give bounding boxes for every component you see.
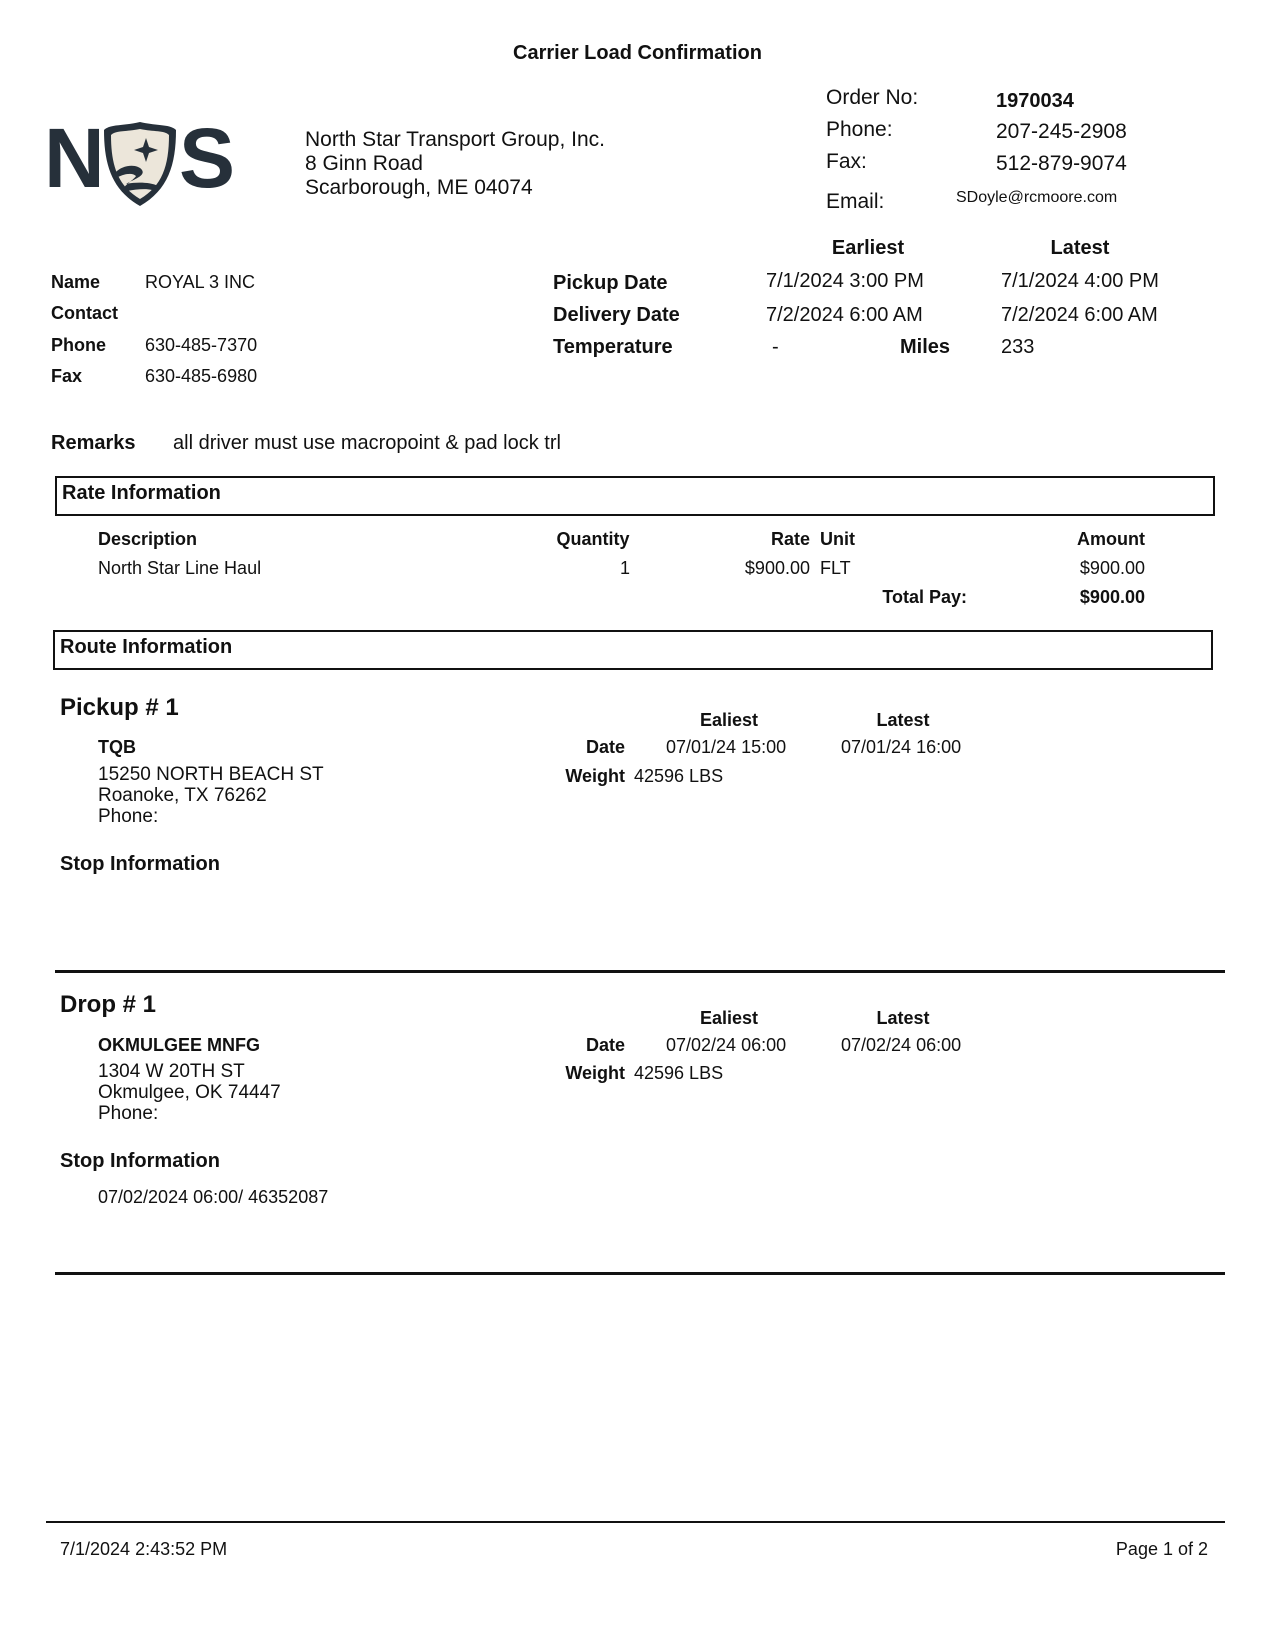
company-name: North Star Transport Group, Inc. (305, 128, 605, 151)
footer-page-number: Page 1 of 2 (1115, 1539, 1208, 1559)
rate-col-rate: Rate (770, 529, 810, 549)
carrier-name-label: Name (51, 272, 101, 292)
delivery-earliest: 7/2/2024 6:00 AM (766, 304, 923, 326)
company-address (305, 128, 605, 200)
order-no-value: 1970034 (996, 90, 1074, 112)
route-information-title: Route Information (60, 636, 233, 658)
rate-information-header (55, 476, 1215, 516)
stop-earliest-header: Ealiest (699, 1008, 759, 1028)
stop-address-line1: 1304 W 20TH ST (98, 1061, 245, 1082)
latest-header: Latest (1050, 237, 1110, 259)
order-fax-value: 512-879-9074 (996, 152, 1127, 175)
stop-address (98, 1061, 281, 1124)
stop-divider (55, 970, 1225, 973)
rate-row-quantity: 1 (619, 558, 630, 578)
stop-location-name: OKMULGEE MNFG (98, 1035, 260, 1055)
stop-weight-value: 42596 LBS (634, 766, 724, 786)
order-phone-value: 207-245-2908 (996, 120, 1127, 143)
rate-information-title: Rate Information (62, 482, 221, 504)
rate-col-unit: Unit (820, 529, 855, 549)
miles-value: 233 (1001, 336, 1035, 358)
stop-address-line2: Okmulgee, OK 74447 (98, 1082, 281, 1103)
stop-divider (55, 1272, 1225, 1275)
stop-phone: Phone: (98, 806, 159, 827)
stop-title: Pickup # 1 (60, 694, 179, 721)
stop-weight-label: Weight (565, 1063, 625, 1083)
company-city: Scarborough, ME 04074 (305, 176, 533, 199)
carrier-name-value: ROYAL 3 INC (145, 272, 256, 292)
remarks-text: all driver must use macropoint & pad lock trl (173, 432, 561, 454)
order-fax-label: Fax: (826, 150, 867, 173)
pickup-date-label: Pickup Date (553, 272, 668, 294)
logo-letter-s: S (179, 111, 236, 205)
stop-information-text: 07/02/2024 06:00/ 46352087 (98, 1187, 329, 1207)
carrier-phone-label: Phone (51, 335, 107, 355)
rate-col-description: Description (98, 529, 198, 549)
rate-col-quantity: Quantity (556, 529, 630, 549)
stop-weight-value: 42596 LBS (634, 1063, 724, 1083)
stop-date-label: Date (585, 737, 625, 757)
order-phone-label: Phone: (826, 118, 893, 141)
pickup-latest: 7/1/2024 4:00 PM (1001, 270, 1159, 292)
stop-date-earliest: 07/02/24 06:00 (666, 1035, 787, 1055)
stop-weight-label: Weight (565, 766, 625, 786)
shield-star-road-icon (102, 120, 178, 208)
stop-latest-header: Latest (876, 1008, 930, 1028)
carrier-phone-value: 630-485-7370 (145, 335, 258, 355)
stop-date-latest: 07/02/24 06:00 (841, 1035, 962, 1055)
order-email-label: Email: (826, 190, 885, 213)
company-logo (44, 111, 236, 208)
stop-address (98, 764, 324, 827)
logo-letter-n: N (44, 111, 103, 205)
rate-row-rate: $900.00 (744, 558, 810, 578)
delivery-latest: 7/2/2024 6:00 AM (1001, 304, 1158, 326)
stop-address-line2: Roanoke, TX 76262 (98, 785, 267, 806)
temperature-value: - (772, 336, 779, 358)
rate-col-amount: Amount (1077, 529, 1145, 549)
stop-date-latest: 07/01/24 16:00 (841, 737, 962, 757)
miles-label: Miles (900, 336, 951, 358)
stop-phone: Phone: (98, 1103, 159, 1124)
rate-row-amount: $900.00 (1079, 558, 1145, 578)
order-no-label: Order No: (826, 86, 919, 109)
earliest-header: Earliest (831, 237, 905, 259)
footer-divider (46, 1521, 1225, 1523)
company-street: 8 Ginn Road (305, 152, 423, 175)
stop-information-label: Stop Information (60, 853, 220, 875)
footer-timestamp: 7/1/2024 2:43:52 PM (60, 1539, 228, 1559)
rate-row-unit: FLT (820, 558, 851, 578)
stop-latest-header: Latest (876, 710, 930, 730)
pickup-earliest: 7/1/2024 3:00 PM (766, 270, 924, 292)
total-pay-value: $900.00 (1079, 587, 1145, 607)
carrier-fax-value: 630-485-6980 (145, 366, 258, 386)
stop-date-label: Date (585, 1035, 625, 1055)
stop-information-label: Stop Information (60, 1150, 220, 1172)
order-email-value[interactable]: SDoyle@rcmoore.com (956, 189, 1118, 206)
stop-title: Drop # 1 (60, 991, 157, 1018)
stop-date-earliest: 07/01/24 15:00 (666, 737, 787, 757)
delivery-date-label: Delivery Date (553, 304, 680, 326)
document-title: Carrier Load Confirmation (513, 42, 762, 64)
total-pay-label: Total Pay: (882, 587, 967, 607)
stop-earliest-header: Ealiest (699, 710, 759, 730)
stop-address-line1: 15250 NORTH BEACH ST (98, 764, 324, 785)
temperature-label: Temperature (553, 336, 673, 358)
rate-row-description: North Star Line Haul (98, 558, 262, 578)
remarks-label: Remarks (51, 432, 136, 454)
carrier-fax-label: Fax (51, 366, 83, 386)
route-information-header (53, 630, 1213, 670)
stop-location-name: TQB (98, 737, 136, 757)
carrier-contact-label: Contact (51, 303, 118, 323)
